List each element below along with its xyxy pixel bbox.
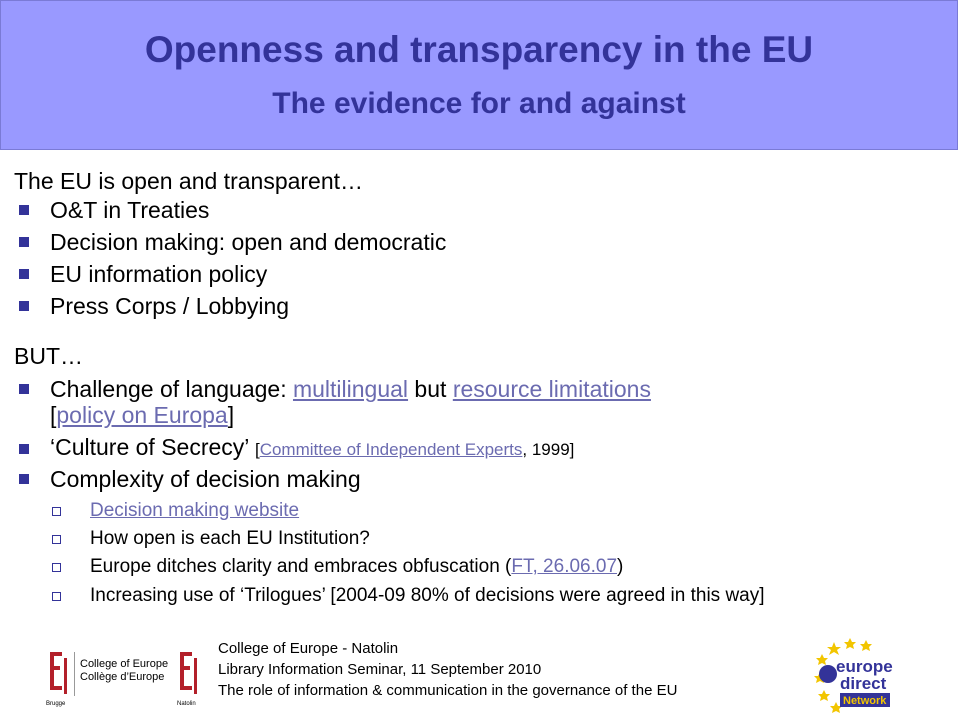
square-bullet-icon <box>19 444 29 454</box>
open-item-decision-making: Decision making: open and democratic <box>50 229 447 255</box>
college-of-europe-logo <box>44 648 212 708</box>
trilogues-usage: Increasing use of ‘Trilogues’ [2004-09 80% of decisions were agreed in this way] <box>90 585 765 606</box>
square-bullet-icon <box>19 474 29 484</box>
bracket-close: ] <box>227 402 235 428</box>
committee-independent-experts-link[interactable]: Committee of Independent Experts <box>259 440 523 459</box>
square-bullet-icon <box>19 205 29 215</box>
but-intro: BUT… <box>14 343 83 369</box>
secrecy-bracket-open: [ <box>254 440 260 459</box>
coe-logo-bruges: Brugge <box>46 701 66 707</box>
language-prefix: Challenge of language: <box>50 376 293 402</box>
hollow-square-bullet-icon <box>52 535 61 544</box>
open-intro: The EU is open and transparent… <box>14 168 364 194</box>
square-bullet-icon <box>19 269 29 279</box>
ft-article-link[interactable]: FT, 26.06.07 <box>511 556 618 577</box>
how-open-institution: How open is each EU Institution? <box>90 528 370 549</box>
europe-ditches-clarity <box>90 555 623 578</box>
open-item-treaties: O&T in Treaties <box>50 197 210 223</box>
secrecy-prefix: ‘Culture of Secrecy’ <box>50 434 255 460</box>
policy-on-europa-link[interactable]: policy on Europa <box>56 402 228 428</box>
open-item-information-policy: EU information policy <box>50 261 268 287</box>
language-challenge <box>50 376 651 403</box>
ed-logo-direct: direct <box>840 674 887 693</box>
hollow-square-bullet-icon <box>52 592 61 601</box>
coe-logo-text-fr: Collège d’Europe <box>80 671 165 683</box>
square-bullet-icon <box>19 301 29 311</box>
europe-prefix: Europe ditches clarity and embraces obfuscation ( <box>90 556 512 577</box>
secrecy-suffix: , 1999] <box>522 440 575 459</box>
coe-logo-text-en: College of Europe <box>80 658 169 670</box>
footer-topic: The role of information & communication in the governance of the EU <box>218 682 678 699</box>
footer-institution: College of Europe - Natolin <box>218 640 399 657</box>
bracket-open: [ <box>50 402 57 428</box>
culture-of-secrecy <box>50 434 574 463</box>
decision-making-website <box>90 499 299 522</box>
europe-direct-network-logo <box>814 636 912 716</box>
language-challenge-cont <box>50 402 234 429</box>
coe-logo-natolin: Natolin <box>177 701 196 707</box>
ed-logo-europe: europe <box>836 657 893 676</box>
complexity-decision-making: Complexity of decision making <box>50 466 361 492</box>
hollow-square-bullet-icon <box>52 563 61 572</box>
square-bullet-icon <box>19 237 29 247</box>
resource-limitations-link[interactable]: resource limitations <box>452 376 651 402</box>
europe-suffix: ) <box>617 556 624 577</box>
slide-subtitle: The evidence for and against <box>272 87 686 120</box>
square-bullet-icon <box>19 384 29 394</box>
footer-seminar: Library Information Seminar, 11 September 2010 <box>218 661 542 678</box>
open-item-press-corps: Press Corps / Lobbying <box>50 293 290 319</box>
slide-title: Openness and transparency in the EU <box>144 29 814 70</box>
multilingual-link[interactable]: multilingual <box>292 376 409 402</box>
language-mid: but <box>408 376 453 402</box>
ed-logo-network: Network <box>843 695 887 707</box>
hollow-square-bullet-icon <box>52 507 61 516</box>
slide-header <box>0 0 958 150</box>
decision-making-website-link[interactable]: Decision making website <box>90 500 300 521</box>
